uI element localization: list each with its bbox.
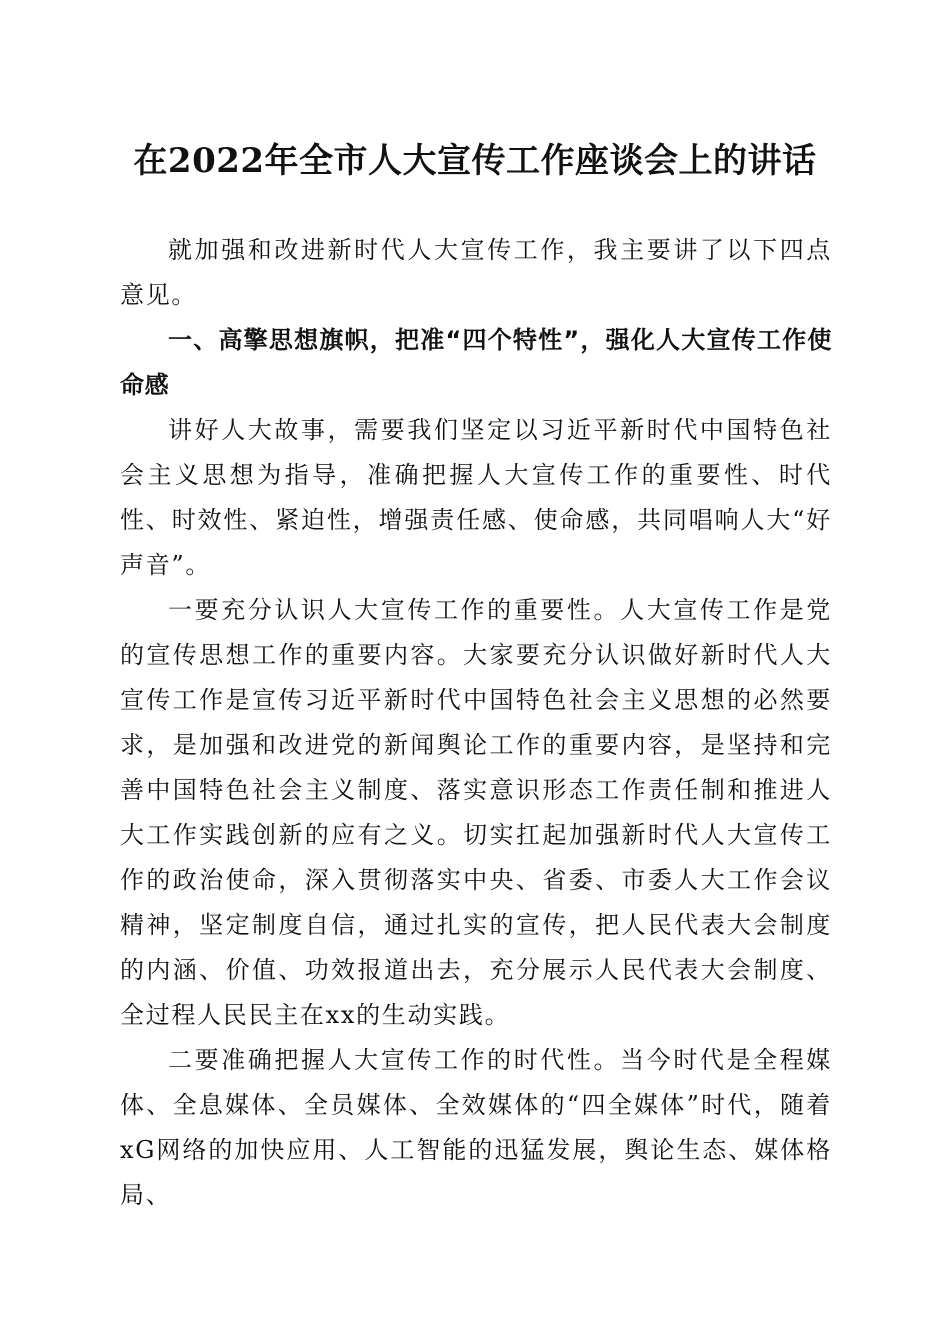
intro-paragraph: 就加强和改进新时代人大宣传工作，我主要讲了以下四点意见。 <box>120 236 832 309</box>
body-paragraph: 二要准确把握人大宣传工作的时代性。当今时代是全程媒体、全息媒体、全员媒体、全效媒体的“四全媒体”时代，随着xG网络的加快应用、人工智能的迅猛发展，舆论生态、媒体格局、 <box>120 1046 832 1209</box>
document-title: 在2022年全市人大宣传工作座谈会上的讲话 <box>133 141 817 181</box>
body-paragraph: 讲好人大故事，需要我们坚定以习近平新时代中国特色社会主义思想为指导，准确把握人大宣传工作的重要性、时代性、时效性、紧迫性，增强责任感、使命感，共同唱响人大“好声音”。 <box>120 416 832 579</box>
section-heading: 一、高擎思想旗帜，把准“四个特性”，强化人大宣传工作使命感 <box>120 326 832 399</box>
body-paragraph: 一要充分认识人大宣传工作的重要性。人大宣传工作是党的宣传思想工作的重要内容。大家要充分认识做好新时代人大宣传工作是宣传习近平新时代中国特色社会主义思想的必然要求，是加强和改进党的新闻舆论工作的重要内容，是坚持和完善中国特色社会主义制度、落实意识形态工作责任制和推进人大工作实践创新的应有之义。切实扛起加强新时代人大宣传工作的政治使命，深入贯彻落实中央、省委、市委人大工作会议精神，坚定制度自信，通过扎实的宣传，把人民代表大会制度的内涵、价值、功效报道出去，充分展示人民代表大会制度、全过程人民民主在xx的生动实践。 <box>120 596 832 1029</box>
document-body <box>120 228 832 1218</box>
